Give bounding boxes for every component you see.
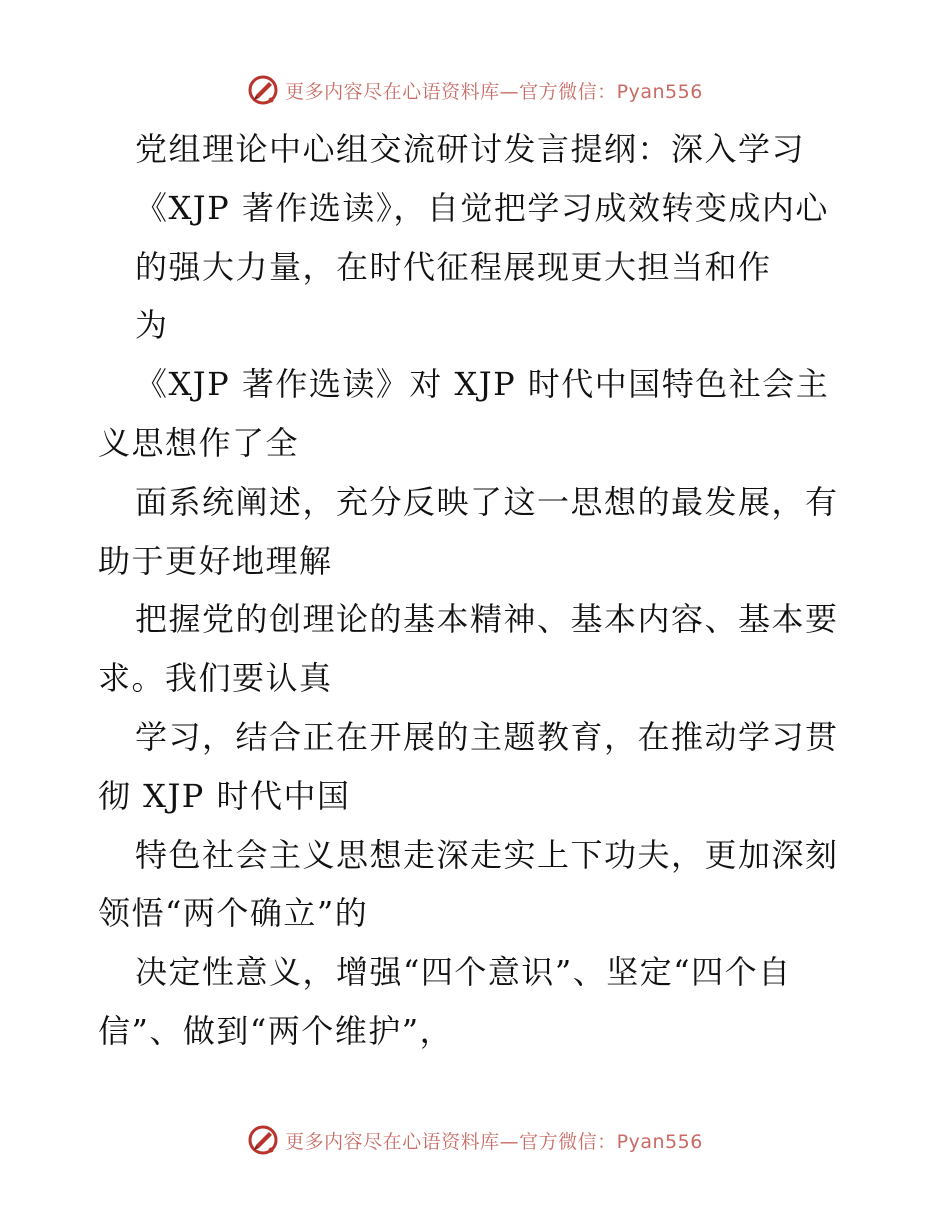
banner-text: 更多内容尽在心语资料库—官方微信：Pyan556 (285, 80, 703, 103)
text-line: 决定性意义，增强“四个意识”、坚定“四个自 (135, 953, 792, 992)
text-line: 面系统阐述，充分反映了这一思想的最发展，有 (135, 482, 839, 521)
text-line: 彻 XJP 时代中国 (98, 776, 351, 815)
text-line: 信”、做到“两个维护”， (98, 1011, 454, 1050)
logo-icon (247, 1124, 279, 1156)
text-line: 《XJP 著作选读》，自觉把学习成效转变成内心 (135, 188, 829, 227)
footer-banner (0, 1120, 950, 1160)
text-line: 领悟“两个确立”的 (98, 894, 369, 933)
logo-icon (247, 74, 279, 106)
text-line: 为 (135, 306, 169, 345)
text-line: 助于更好地理解 (98, 541, 333, 580)
document-body (0, 120, 950, 1061)
text-line: 把握党的创理论的基本精神、基本内容、基本要 (135, 600, 839, 639)
text-line: 求。我们要认真 (98, 659, 333, 698)
text-line: 义思想作了全 (98, 423, 300, 462)
text-line: 党组理论中心组交流研讨发言提纲：深入学习 (135, 130, 806, 168)
header-banner (0, 70, 950, 110)
text-line: 的强大力量，在时代征程展现更大担当和作 (135, 247, 772, 286)
text-line: 《XJP 著作选读》对 XJP 时代中国特色社会主 (135, 365, 830, 404)
banner-text: 更多内容尽在心语资料库—官方微信：Pyan556 (285, 1130, 703, 1153)
text-line: 特色社会主义思想走深走实上下功夫，更加深刻 (135, 835, 839, 874)
text-line: 学习，结合正在开展的主题教育，在推动学习贯 (135, 717, 839, 756)
